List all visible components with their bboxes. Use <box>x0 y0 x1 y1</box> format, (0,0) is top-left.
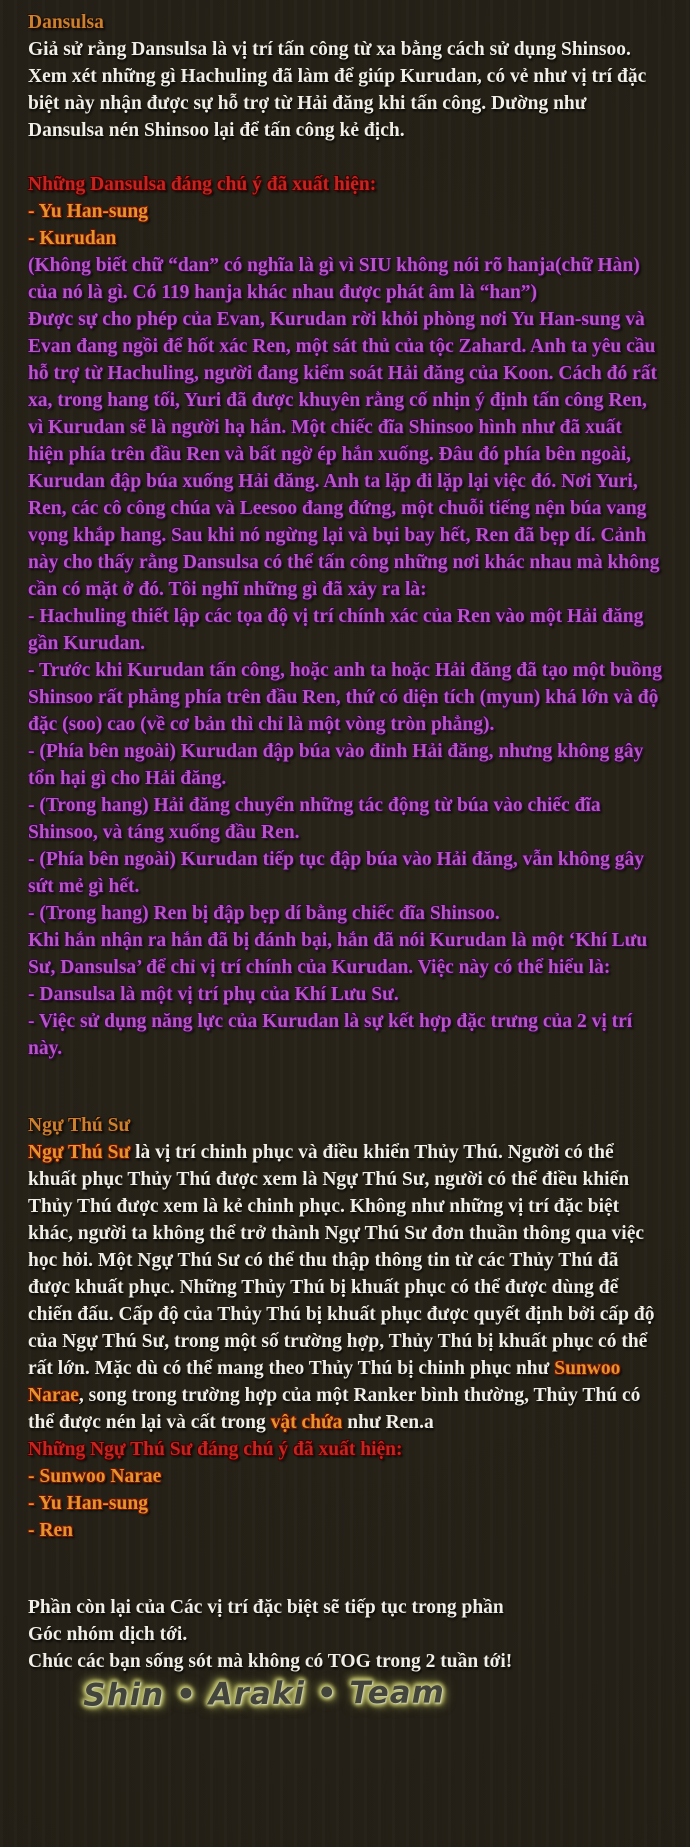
section-title-dansulsa: Dansulsa <box>28 12 104 33</box>
hypothesis-item: - (Trong hang) Hải đăng chuyển những tác động từ búa vào chiếc đĩa Shinsoo, và táng xuống đầu Ren. <box>28 795 601 843</box>
dansulsa-notable-heading: Những Dansulsa đáng chú ý đã xuất hiện: <box>28 174 377 195</box>
hypothesis-item: - Trước khi Kurudan tấn công, hoặc anh ta hoặc Hải đăng đã tạo một buồng Shinsoo rất phẳng phía trên đầu Ren, thứ có diện tích (myun) khá lớn và độ đặc (soo) cao (về cơ bản thì chỉ là một vòng tròn phẳng). <box>28 660 662 735</box>
section-title-ngu-thu-su: Ngự Thú Sư <box>28 1115 131 1136</box>
conclusion-item: - Việc sử dụng năng lực của Kurudan là sự kết hợp đặc trưng của 2 vị trí này. <box>28 1011 633 1059</box>
conclusion-item: - Dansulsa là một vị trí phụ của Khí Lưu Sư. <box>28 984 399 1005</box>
hypothesis-item: - (Trong hang) Ren bị đập bẹp dí bằng chiếc đĩa Shinsoo. <box>28 903 500 924</box>
ngu-thu-su-notable-heading: Những Ngự Thú Sư đáng chú ý đã xuất hiện: <box>28 1439 403 1460</box>
character-name-inline: Sunwoo Narae <box>28 1358 621 1406</box>
notable-ngu-thu-su-sunwoo-narae: - Sunwoo Narae <box>28 1466 162 1487</box>
closing-note-line: Góc nhóm dịch tới. <box>28 1624 188 1645</box>
closing-note-line: Phần còn lại của Các vị trí đặc biệt sẽ tiếp tục trong phần <box>28 1597 504 1618</box>
position-name-inline: Ngự Thú Sư <box>28 1142 131 1163</box>
dansulsa-translator-note: (Không biết chữ “dan” có nghĩa là gì vì SIU không nói rõ hanja(chữ Hàn) của nó là gì. Có 119 hanja khác nhau được phát âm là “han”) <box>28 255 640 303</box>
dansulsa-narrative: Được sự cho phép của Evan, Kurudan rời khỏi phòng nơi Yu Han-sung và Evan đang ngồi để hốt xác Ren, một sát thủ của tộc Zahard. Anh ta yêu cầu hỗ trợ từ Hachuling, người đang kiểm soát Hải đăng của Koon. Cách đó rất xa, trong hang tối, Yuri đã được khuyên rằng cố nhịn ý định tấn công Ren, vì Kurudan sẽ là người hạ hắn. Một chiếc đĩa Shinsoo hình như đã xuất hiện phía trên đầu Ren và bất ngờ ép hắn xuống. Đâu đó phía bên ngoài, Kurudan đập búa xuống Hải đăng. Anh ta lặp đi lặp lại việc đó. Nơi Yuri, Ren, các cô công chúa và Leesoo đang đứng, một chuỗi tiếng nện búa vang vọng khắp hang. Sau khi nó ngừng lại và bụi bay hết, Ren đã bẹp dí. Cảnh này cho thấy rằng Dansulsa có thể tấn công những nơi khác nhau mà không cần có mặt ở đó. Tôi nghĩ những gì đã xảy ra là: <box>28 309 660 600</box>
description-text: , song trong trường hợp của một Ranker bình thường, Thủy Thú có thể được nén lại và cất trong <box>28 1385 641 1433</box>
hypothesis-item: - (Phía bên ngoài) Kurudan đập búa vào đỉnh Hải đăng, nhưng không gây tổn hại gì cho Hải đăng. <box>28 741 644 789</box>
description-text: là vị trí chinh phục và điều khiển Thủy Thú. Người có thể khuất phục Thủy Thú được xem là Ngự Thú Sư, người có thể điều khiển Thủy Thú được xem là kẻ chinh phục. Không như những vị trí đặc biệt khác, người ta không thể trở thành Ngự Thú Sư đơn thuần thông qua việc học hỏi. Một Ngự Thú Sư có thể thu thập thông tin từ các Thủy Thú đã được khuất phục. Những Thủy Thú bị khuất phục có thể được dùng để chiến đấu. Cấp độ của Thủy Thú bị khuất phục được quyết định bởi cấp độ của Ngự Thú Sư, trong một số trường hợp, Thủy Thú bị khuất phục có thể rất lớn. Mặc dù có thể mang theo Thủy Thú bị chinh phục như <box>28 1142 655 1379</box>
dansulsa-conclusion-intro: Khi hắn nhận ra hắn đã bị đánh bại, hắn đã nói Kurudan là một ‘Khí Lưu Sư, Dansulsa’ để chỉ vị trí chính của Kurudan. Việc này có thể hiểu là: <box>28 930 648 978</box>
description-text: như Ren.a <box>342 1412 434 1433</box>
notable-dansulsa-yu-han-sung: - Yu Han-sung <box>28 201 148 222</box>
term-inline: vật chứa <box>270 1412 343 1433</box>
hypothesis-item: - Hachuling thiết lập các tọa độ vị trí chính xác của Ren vào một Hải đăng gần Kurudan. <box>28 606 644 654</box>
notable-ngu-thu-su-yu-han-sung: - Yu Han-sung <box>28 1493 148 1514</box>
dansulsa-intro-paragraph: Giả sử rằng Dansulsa là vị trí tấn công từ xa bằng cách sử dụng Shinsoo. Xem xét những gì Hachuling đã làm để giúp Kurudan, có vẻ như vị trí đặc biệt này nhận được sự hỗ trợ từ Hải đăng khi tấn công. Dường như Dansulsa nén Shinsoo lại để tấn công kẻ địch. <box>28 39 647 141</box>
closing-note-line: Chúc các bạn sống sót mà không có TOG trong 2 tuần tới! <box>28 1651 513 1672</box>
scanlation-team-logo: Shin • Araki • Team <box>82 1674 446 1714</box>
hypothesis-item: - (Phía bên ngoài) Kurudan tiếp tục đập búa vào Hải đăng, vẫn không gây sứt mẻ gì hết. <box>28 849 645 897</box>
notable-dansulsa-kurudan: - Kurudan <box>28 228 117 249</box>
notable-ngu-thu-su-ren: - Ren <box>28 1520 73 1541</box>
ngu-thu-su-description <box>28 1139 662 1436</box>
